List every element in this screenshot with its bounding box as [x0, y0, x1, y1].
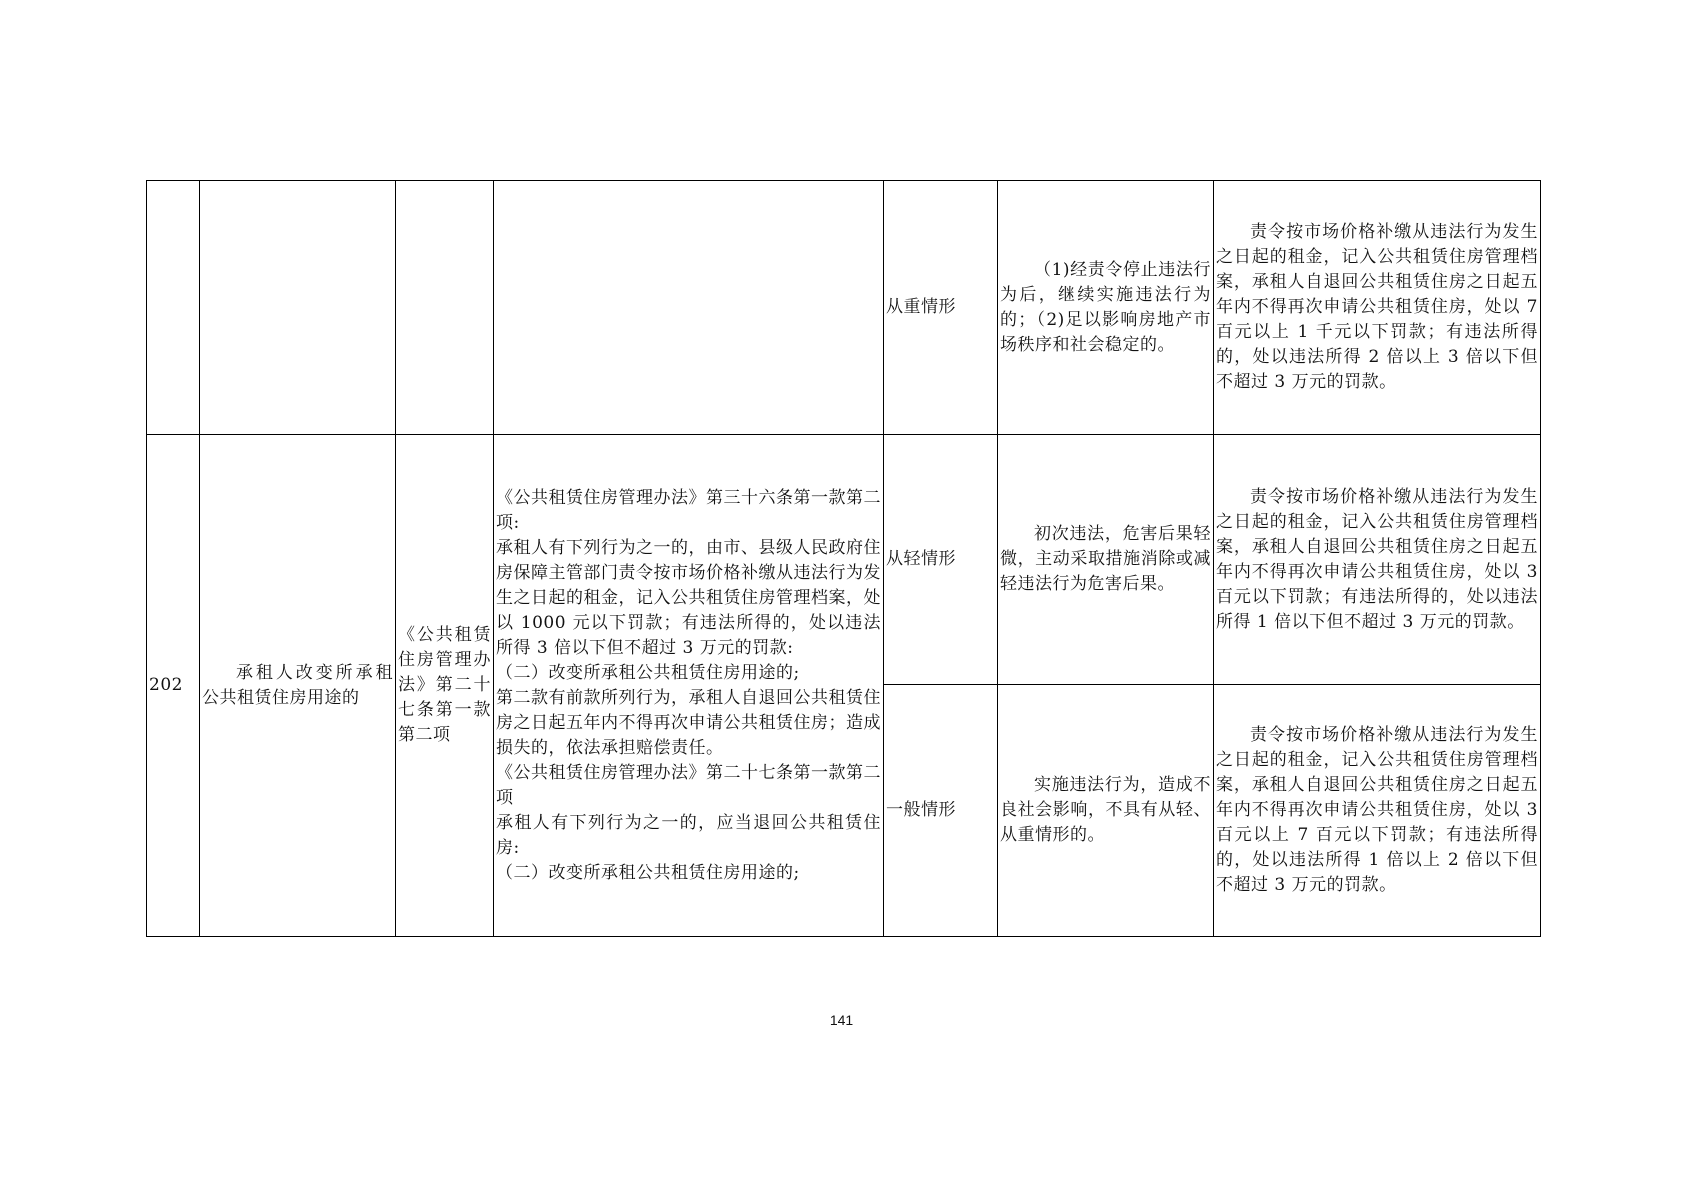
penalty-cell [1214, 435, 1541, 685]
penalty-text: 责令按市场价格补缴从违法行为发生之日起的租金，记入公共租赁住房管理档案，承租人自退回公共租赁住房之日起五年内不得再次申请公共租赁住房，处以 7 百元以上 1 千元以下罚款；有违法所得的，处以违法所得 2 倍以上 3 倍以下但不超过 3 万元的罚款。 [1216, 222, 1538, 392]
penalty-text: 责令按市场价格补缴从违法行为发生之日起的租金，记入公共租赁住房管理档案，承租人自退回公共租赁住房之日起五年内不得再次申请公共租赁住房，处以 3 百元以下罚款；有违法所得的，处以违法所得 1 倍以下但不超过 3 万元的罚款。 [1216, 486, 1538, 632]
table-row [147, 181, 1541, 435]
circumstance-cell: 从重情形 [884, 181, 998, 435]
legal-basis-cell: 《公共租赁住房管理办法》第二十七条第一款第二项 [396, 435, 494, 937]
penalty-cell [1214, 685, 1541, 937]
item-name-text: 承租人改变所承租公共租赁住房用途的 [202, 662, 393, 708]
criteria-cell [998, 181, 1214, 435]
criteria-cell [998, 435, 1214, 685]
legal-text-cell-empty [494, 181, 884, 435]
item-cell-empty [200, 181, 396, 435]
penalty-text: 责令按市场价格补缴从违法行为发生之日起的租金，记入公共租赁住房管理档案，承租人自退回公共租赁住房之日起五年内不得再次申请公共租赁住房，处以 3 百元以上 7 百元以下罚款；有违法所得的，处以违法所得 1 倍以上 2 倍以下但不超过 3 万元的罚款。 [1216, 725, 1538, 895]
basis-cell-empty [396, 181, 494, 435]
legal-text: 《公共租赁住房管理办法》第三十六条第一款第二项: 承租人有下列行为之一的，由市、县级人民政府住房保障主管部门责令按市场价格补缴从违法行为发生之日起的租金，记入公共租赁住房管理档案，处以 1000 元以下罚款；有违法所得的，处以违法所得 3 倍以下但不超过 3 万元的罚款: （二）改变所承租公共租赁住房用途的; 第二款有前款所列行为，承租人自退回公共租赁住房之日起五年内不得再次申请公共租赁住房；造成损失的，依法承担赔偿责任。 《公共租赁住房管理办法》第二十七条第一款第二项 承租人有下列行为之一的，应当退回公共租赁住房: （二）改变所承租公共租赁住房用途的; [496, 487, 881, 883]
circumstance-cell: 从轻情形 [884, 435, 998, 685]
criteria-cell [998, 685, 1214, 937]
item-number-cell: 202 [147, 435, 200, 937]
item-name-cell [200, 435, 396, 937]
penalty-standards-table [146, 180, 1541, 937]
criteria-text: （1)经责令停止违法行为后，继续实施违法行为的；（2)足以影响房地产市场秩序和社会稳定的。 [1000, 259, 1211, 355]
page-number: 141 [829, 1012, 854, 1028]
criteria-text: 初次违法，危害后果轻微，主动采取措施消除或减轻违法行为危害后果。 [1000, 524, 1211, 594]
table-row [147, 435, 1541, 685]
legal-text-cell [494, 435, 884, 937]
criteria-text: 实施违法行为，造成不良社会影响，不具有从轻、从重情形的。 [1000, 775, 1211, 845]
number-cell-empty [147, 181, 200, 435]
penalty-cell [1214, 181, 1541, 435]
circumstance-cell: 一般情形 [884, 685, 998, 937]
